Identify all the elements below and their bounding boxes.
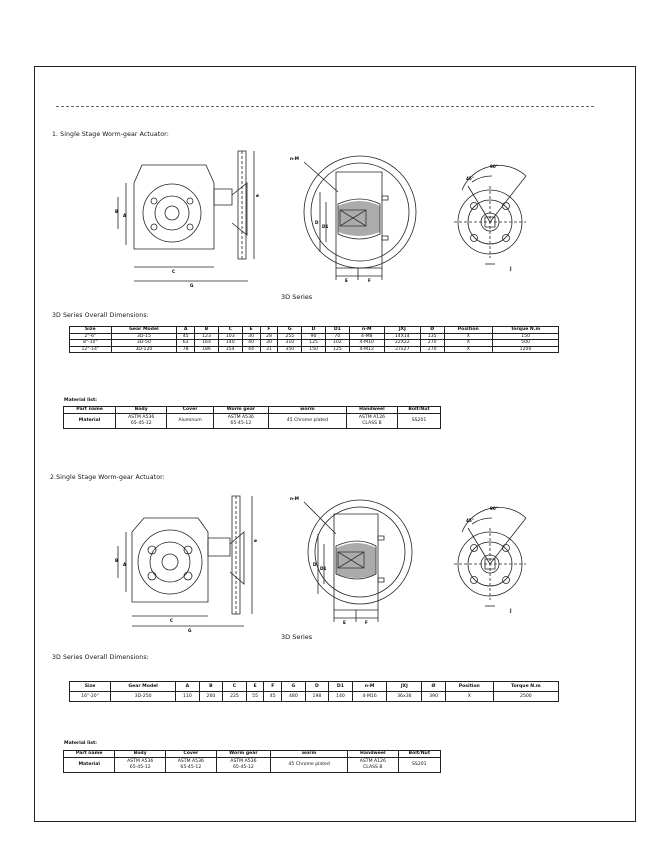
front-view-drawing-2 <box>114 490 264 633</box>
dims-title-2: 3D Series Overall Dimensions: <box>52 654 149 661</box>
column-header: B <box>199 682 223 692</box>
column-header: Cover <box>167 407 213 414</box>
column-header: C <box>223 682 247 692</box>
material-line: CLASS B <box>362 420 382 426</box>
material-line: 65-45-12 <box>129 764 151 770</box>
material-line: ASTM A536 <box>177 759 204 764</box>
material-table-2 <box>63 750 441 773</box>
column-header: Bolt/Nut <box>398 407 441 414</box>
angle-label-45: 45° <box>466 518 474 523</box>
column-header: E <box>242 327 260 334</box>
dim-label-f: F <box>368 278 371 283</box>
dim-label-nm: n-M <box>290 496 299 501</box>
material-line: 65-45-12 <box>232 764 254 770</box>
table-cell: 154 <box>218 346 242 353</box>
section-1-title: 1. Single Stage Worm-gear Actuator: <box>52 131 169 138</box>
material-cell <box>167 413 213 428</box>
column-header: JXJ <box>387 682 422 692</box>
column-header: Size <box>70 682 111 692</box>
column-header: Worm gear <box>213 407 268 414</box>
angle-label-90: 90° <box>490 506 498 511</box>
column-header: worm <box>271 751 348 758</box>
table-cell: 140 <box>218 340 242 347</box>
angle-label-45: 45° <box>466 176 474 181</box>
material-line: ASTM A126 <box>358 415 386 420</box>
table-cell: 28 <box>260 333 278 340</box>
dim-label-a: A <box>123 562 127 567</box>
column-header: F <box>264 682 282 692</box>
column-header: A <box>176 682 200 692</box>
dim-label-phi: ø <box>254 538 257 543</box>
column-header: D1 <box>329 682 353 692</box>
column-header: E <box>246 682 264 692</box>
table-cell: 63 <box>177 340 195 347</box>
table-cell: 2"-6" <box>70 333 112 340</box>
dim-label-phi: ø <box>256 193 259 198</box>
table-cell: 30 <box>242 333 260 340</box>
material-line: 65-45-12 <box>230 420 252 426</box>
table-cell: 3D-50 <box>111 340 177 347</box>
table-cell: 27x27 <box>384 346 420 353</box>
material-cell <box>116 413 167 428</box>
flange-view-drawing-1 <box>440 160 540 280</box>
column-header: Body <box>115 751 166 758</box>
column-header: G <box>282 682 306 692</box>
dim-label-nm: n-M <box>290 156 299 161</box>
table-cell: 480 <box>282 692 306 702</box>
table-cell: 4-M10 <box>349 340 384 347</box>
dim-label-b: B <box>115 209 119 214</box>
dims-title-1: 3D Series Overall Dimensions: <box>52 312 149 319</box>
table-cell: 103 <box>218 333 242 340</box>
dim-label-j: J <box>510 266 512 271</box>
table-cell: 2500 <box>493 692 558 702</box>
table-cell: 164 <box>195 340 219 347</box>
table-row <box>70 346 559 353</box>
table-cell: 4-M8 <box>349 333 384 340</box>
column-header: Bolt/Nut <box>398 751 440 758</box>
table-cell: 1200 <box>493 346 559 353</box>
table-cell: 225 <box>223 692 247 702</box>
column-header: D <box>305 682 329 692</box>
table-cell: 16"-20" <box>70 692 111 702</box>
dimensions-table-2 <box>69 681 559 702</box>
material-cell <box>216 757 271 772</box>
table-cell: 30 <box>260 340 278 347</box>
table-cell: 150 <box>493 333 559 340</box>
table-cell: 110 <box>176 692 200 702</box>
table-cell: 22X22 <box>384 340 420 347</box>
material-cell <box>346 413 397 428</box>
material-cell <box>348 757 399 772</box>
table-cell: 4-M16 <box>352 692 387 702</box>
material-cell <box>213 413 268 428</box>
table-cell: 70 <box>325 333 349 340</box>
column-header: D1 <box>325 327 349 334</box>
angle-label-90: 90° <box>490 164 498 169</box>
column-header: JXJ <box>384 327 420 334</box>
table-cell: 44 <box>242 346 260 353</box>
table-cell: 310 <box>278 340 302 347</box>
column-header: A <box>177 327 195 334</box>
column-header: Handweel <box>346 407 397 414</box>
table-row <box>70 333 559 340</box>
table-cell: 90 <box>302 333 326 340</box>
table-cell: 45 <box>264 692 282 702</box>
column-header: Size <box>70 327 112 334</box>
column-header: Position <box>444 327 493 334</box>
material-cell <box>166 757 217 772</box>
table-cell: 350 <box>278 346 302 353</box>
table-cell: 260 <box>199 692 223 702</box>
material-line: ASTM A536 <box>128 415 155 420</box>
column-header: Body <box>116 407 167 414</box>
table-cell: 270 <box>420 346 444 353</box>
table-cell: 150 <box>302 346 326 353</box>
column-header: Torque N.m <box>493 682 558 692</box>
table-row <box>64 413 441 428</box>
row-label: Material <box>64 757 115 772</box>
table-cell: 3D-15 <box>111 333 177 340</box>
table-cell: X <box>444 346 493 353</box>
table-cell: 40 <box>242 340 260 347</box>
table-header-row <box>64 751 441 758</box>
table-cell: 186 <box>195 346 219 353</box>
column-header: Gear Model <box>111 327 177 334</box>
material-cell <box>115 757 166 772</box>
table-header-row <box>70 327 559 334</box>
table-cell: 500 <box>493 340 559 347</box>
front-view-drawing-1 <box>112 147 262 289</box>
column-header: Ø <box>420 327 444 334</box>
material-title-1: Material list: <box>64 398 98 403</box>
material-title-2: Material list: <box>64 741 98 746</box>
material-line: ASTM A536 <box>127 759 154 764</box>
table-cell: X <box>444 340 493 347</box>
series-caption-2: 3D Series <box>281 633 313 641</box>
material-line: SS201 <box>412 761 427 767</box>
material-line: 45 Chrome plated <box>288 761 330 767</box>
column-header: Position <box>445 682 493 692</box>
table-cell: 4-M12 <box>349 346 384 353</box>
material-line: 65-45-12 <box>130 420 152 426</box>
column-header: Part name <box>64 751 115 758</box>
table-row <box>70 692 559 702</box>
table-cell: 125 <box>325 346 349 353</box>
flange-view-drawing-2 <box>440 502 540 622</box>
table-cell: 78 <box>177 346 195 353</box>
dim-label-c: C <box>170 618 174 623</box>
dim-label-g: G <box>188 628 192 633</box>
column-header: Handweel <box>348 751 399 758</box>
material-line: ASTM A536 <box>227 415 254 420</box>
table-cell: 36x36 <box>387 692 422 702</box>
table-cell: 140 <box>329 692 353 702</box>
table-cell: X <box>444 333 493 340</box>
table-header-row <box>70 682 559 692</box>
dim-label-e: E <box>343 620 346 625</box>
column-header: Worm gear <box>216 751 271 758</box>
table-cell: 135 <box>420 333 444 340</box>
table-cell: 125 <box>302 340 326 347</box>
column-header: B <box>195 327 219 334</box>
table-cell: 198 <box>305 692 329 702</box>
series-caption-1: 3D Series <box>281 293 313 301</box>
column-header: n-M <box>349 327 384 334</box>
dim-label-d1: D1 <box>320 566 327 571</box>
table-cell: 390 <box>422 692 446 702</box>
table-cell: 102 <box>325 340 349 347</box>
dimensions-table-1 <box>69 326 559 353</box>
table-row <box>70 340 559 347</box>
table-cell: 14X14 <box>384 333 420 340</box>
dim-label-c: C <box>172 269 176 274</box>
dim-label-d1: D1 <box>322 224 329 229</box>
table-cell: 55 <box>246 692 264 702</box>
column-header: C <box>218 327 242 334</box>
material-line: SS201 <box>411 417 427 423</box>
material-line: 45 Chrome plated <box>286 417 329 423</box>
table-cell: 8"-10" <box>70 340 112 347</box>
material-line: Aluminum <box>178 417 202 423</box>
section-2-title: 2.Single Stage Worm-gear Actuator: <box>50 474 165 481</box>
column-header: worm <box>268 407 346 414</box>
column-header: Cover <box>166 751 217 758</box>
column-header: Part name <box>64 407 116 414</box>
column-header: G <box>278 327 302 334</box>
table-cell: X <box>445 692 493 702</box>
table-cell: 3D-120 <box>111 346 177 353</box>
dim-label-g: G <box>190 283 194 288</box>
material-cell <box>398 413 441 428</box>
table-header-row <box>64 407 441 414</box>
column-header: Gear Model <box>111 682 176 692</box>
material-cell <box>271 757 348 772</box>
table-cell: 12"-14" <box>70 346 112 353</box>
dim-label-e: E <box>345 278 348 283</box>
material-cell <box>268 413 346 428</box>
dim-label-d: D <box>315 220 319 225</box>
dim-label-j: J <box>510 608 512 613</box>
side-view-drawing-1 <box>282 148 412 288</box>
material-line: ASTM A126 <box>359 759 386 764</box>
material-table-1 <box>63 406 441 429</box>
dim-label-a: A <box>123 213 127 218</box>
table-cell: 255 <box>278 333 302 340</box>
header-divider <box>56 106 594 107</box>
table-cell: 270 <box>420 340 444 347</box>
table-row <box>64 757 441 772</box>
table-cell: 45 <box>177 333 195 340</box>
dim-label-b: B <box>115 558 119 563</box>
row-label: Material <box>64 413 116 428</box>
column-header: D <box>302 327 326 334</box>
material-cell <box>398 757 440 772</box>
dim-label-d: D <box>313 562 317 567</box>
table-cell: 3D-250 <box>111 692 176 702</box>
material-line: 65-45-12 <box>180 764 202 770</box>
column-header: n-M <box>352 682 387 692</box>
dim-label-f: F <box>365 620 368 625</box>
column-header: F <box>260 327 278 334</box>
material-line: CLASS B <box>363 764 383 770</box>
side-view-drawing-2 <box>282 490 412 625</box>
column-header: Torque N.m <box>493 327 559 334</box>
table-cell: 31 <box>260 346 278 353</box>
column-header: Ø <box>422 682 446 692</box>
table-cell: 123 <box>195 333 219 340</box>
material-line: ASTM A536 <box>230 759 257 764</box>
